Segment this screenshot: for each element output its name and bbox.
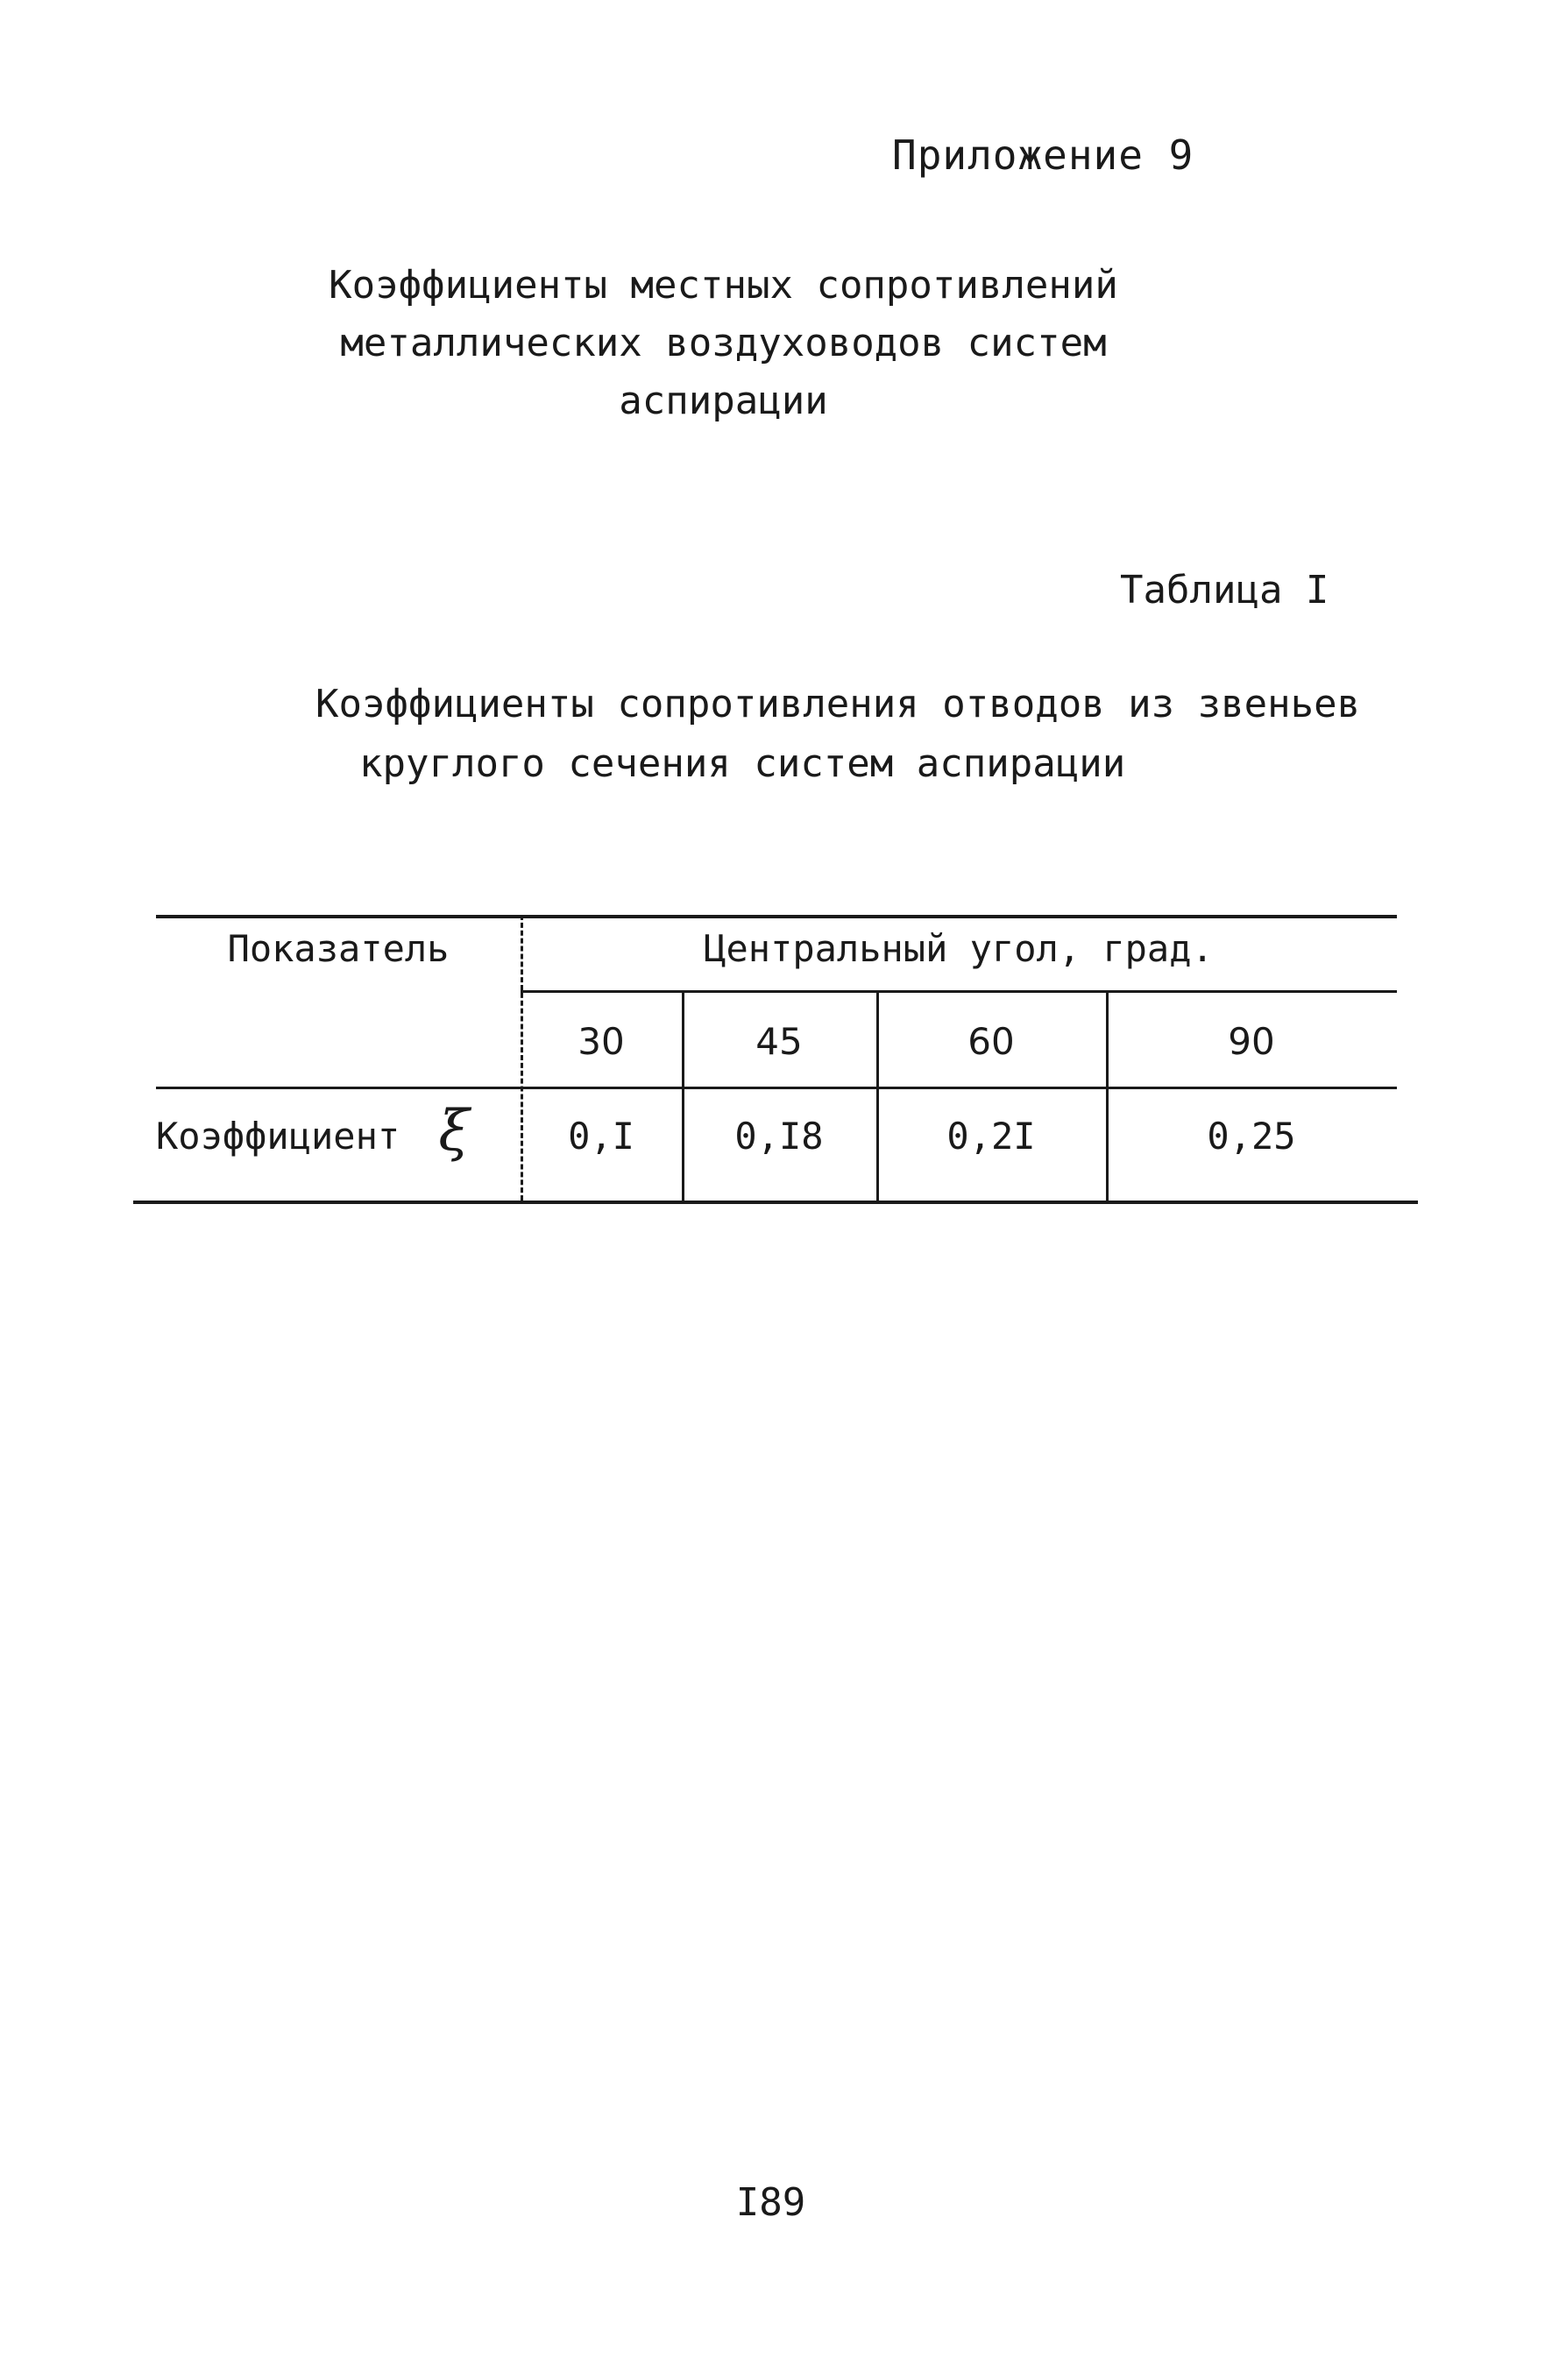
header-bottom-rule [156, 1087, 1397, 1089]
xi-symbol: ξ [438, 1099, 470, 1164]
row-header-label: Показатель [227, 927, 450, 970]
group-header-rule [521, 990, 1397, 993]
table-caption-line-2: круглого сечения систем аспирации [359, 741, 1126, 786]
angle-header-90: 90 [1228, 1020, 1275, 1063]
section-title-line-3: аспирации [619, 379, 828, 423]
table-caption-line-1: Коэффициенты сопротивления отводов из звеньев [315, 682, 1361, 726]
page-number: I89 [735, 2180, 806, 2225]
row-label: Коэффициент [156, 1115, 400, 1158]
section-title-line-2: металлических воздуховодов систем [340, 321, 1107, 365]
value-30: 0,I [568, 1115, 634, 1158]
appendix-label: Приложение 9 [892, 131, 1194, 179]
angle-header-30: 30 [578, 1020, 625, 1063]
value-60: 0,2I [946, 1115, 1036, 1158]
value-90: 0,25 [1207, 1115, 1296, 1158]
table-top-rule [156, 915, 1397, 918]
section-title-line-1: Коэффициенты местных сопротивлений [329, 263, 1118, 308]
group-header: Центральный угол, град. [704, 927, 1214, 970]
angle-header-60: 60 [967, 1020, 1015, 1063]
table-bottom-rule [133, 1201, 1418, 1204]
angle-header-45: 45 [755, 1020, 803, 1063]
table-label: Таблица I [1120, 568, 1329, 613]
value-45: 0,I8 [734, 1115, 824, 1158]
